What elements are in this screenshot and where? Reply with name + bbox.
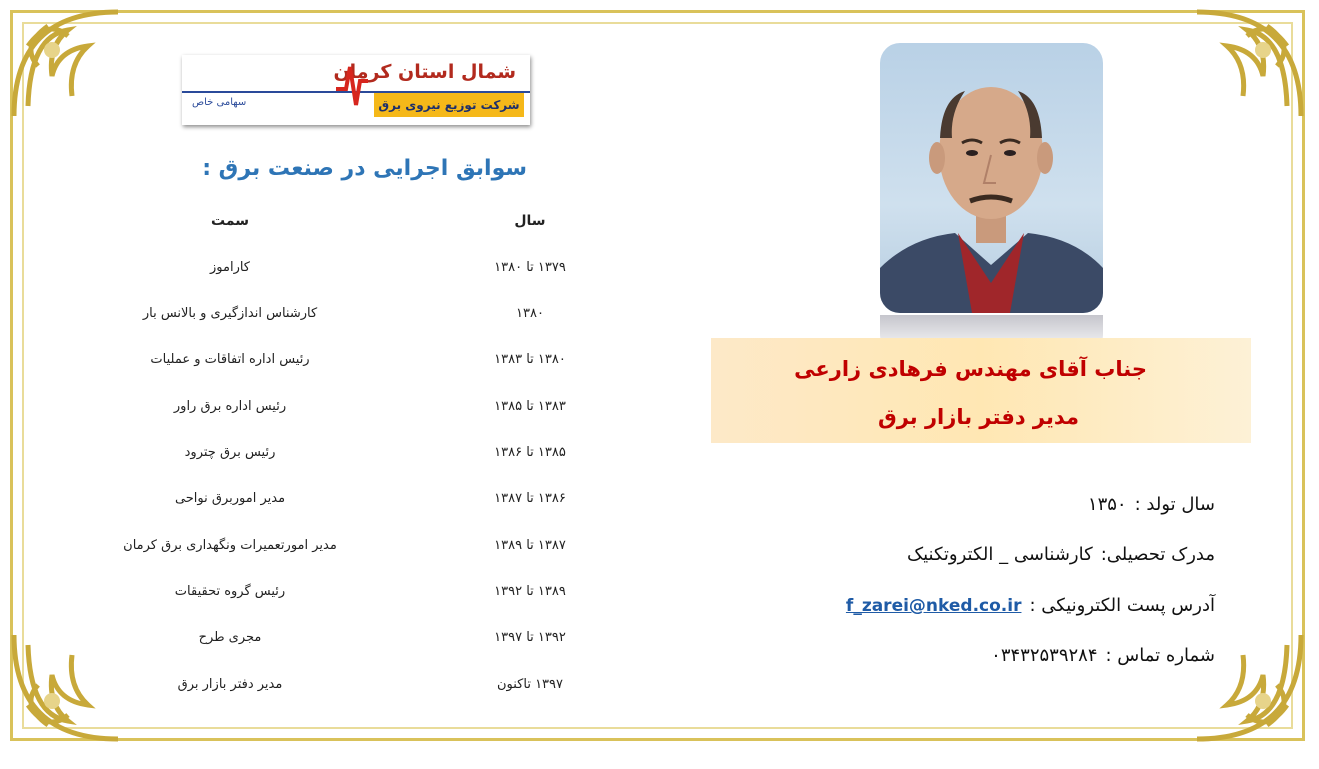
email-line: [845, 595, 1215, 616]
person-name: جناب آقای مهندس فرهادی زارعی: [794, 357, 1147, 381]
row-position: مدیر امورتعمیرات ونگهداری برق کرمان: [123, 538, 337, 553]
row-year: ۱۳۸۰: [516, 306, 544, 321]
degree-label: مدرک تحصیلی:: [1100, 544, 1215, 565]
row-year: ۱۳۸۵ تا ۱۳۸۶: [494, 445, 566, 460]
email-link[interactable]: f_zarei@nked.co.ir: [845, 596, 1022, 616]
row-position: رئیس اداره برق راور: [173, 399, 287, 414]
ornament-top-left-icon: [8, 6, 128, 126]
degree-value: کارشناسی _ الکتروتکنیک: [907, 544, 1093, 565]
row-year: ۱۳۸۷ تا ۱۳۸۹: [494, 538, 566, 553]
logo-company-type: شرکت توزیع نیروی برق: [374, 93, 524, 117]
degree-line: [860, 544, 1215, 565]
row-position: کارشناس اندازگیری و بالانس بار: [142, 306, 318, 321]
table-row: [0, 393, 700, 423]
table-row: [0, 485, 700, 515]
phone-label: شماره تماس :: [1105, 645, 1215, 666]
birth-year-line: [860, 494, 1215, 515]
row-position: کاراموز: [210, 260, 250, 275]
section-title: سوابق اجرایی در صنعت برق :: [202, 156, 527, 181]
row-year: ۱۳۸۳ تا ۱۳۸۵: [494, 399, 566, 414]
table-row: [0, 254, 700, 284]
column-header-year: سال: [514, 213, 546, 229]
table-row: [0, 624, 700, 654]
row-year: ۱۳۹۷ تاکنون: [496, 677, 564, 692]
column-header-position: سمت: [211, 213, 249, 229]
row-year: ۱۳۸۶ تا ۱۳۸۷: [494, 491, 566, 506]
portrait-photo: [880, 43, 1103, 313]
row-year: ۱۳۹۲ تا ۱۳۹۷: [494, 630, 566, 645]
row-position: رئیس اداره اتفاقات و عملیات: [150, 352, 310, 367]
birth-year-value: ۱۳۵۰: [1087, 494, 1127, 515]
birth-year-label: سال تولد :: [1134, 494, 1215, 515]
row-position: رئیس برق چترود: [184, 445, 276, 460]
row-position: مدیر دفتر بازار برق: [177, 677, 283, 692]
table-row: [0, 346, 700, 376]
table-row: [0, 439, 700, 469]
email-label: آدرس پست الکترونیکی :: [1029, 595, 1215, 616]
table-row: [0, 671, 700, 701]
ornament-top-right-icon: [1187, 6, 1307, 126]
row-position: رئیس گروه تحقیقات: [174, 584, 286, 599]
company-logo: [182, 55, 530, 125]
table-row: [0, 300, 700, 330]
table-row: [0, 532, 700, 562]
row-year: ۱۳۷۹ تا ۱۳۸۰: [494, 260, 566, 275]
row-year: ۱۳۸۰ تا ۱۳۸۳: [494, 352, 566, 367]
row-position: مجری طرح: [198, 630, 262, 645]
row-position: مدیر اموربرق نواحی: [174, 491, 286, 506]
logo-company-name: شمال استان کرمان: [333, 61, 516, 83]
lightning-icon: [332, 59, 372, 114]
person-title: مدیر دفتر بازار برق: [877, 405, 1079, 429]
table-row: [0, 578, 700, 608]
phone-value: ۰۳۴۳۲۵۳۹۲۸۴: [991, 645, 1098, 666]
row-year: ۱۳۸۹ تا ۱۳۹۲: [494, 584, 566, 599]
phone-line: [860, 645, 1215, 666]
ornament-bottom-right-icon: [1187, 625, 1307, 745]
logo-company-legal: سهامی خاص: [192, 97, 247, 108]
